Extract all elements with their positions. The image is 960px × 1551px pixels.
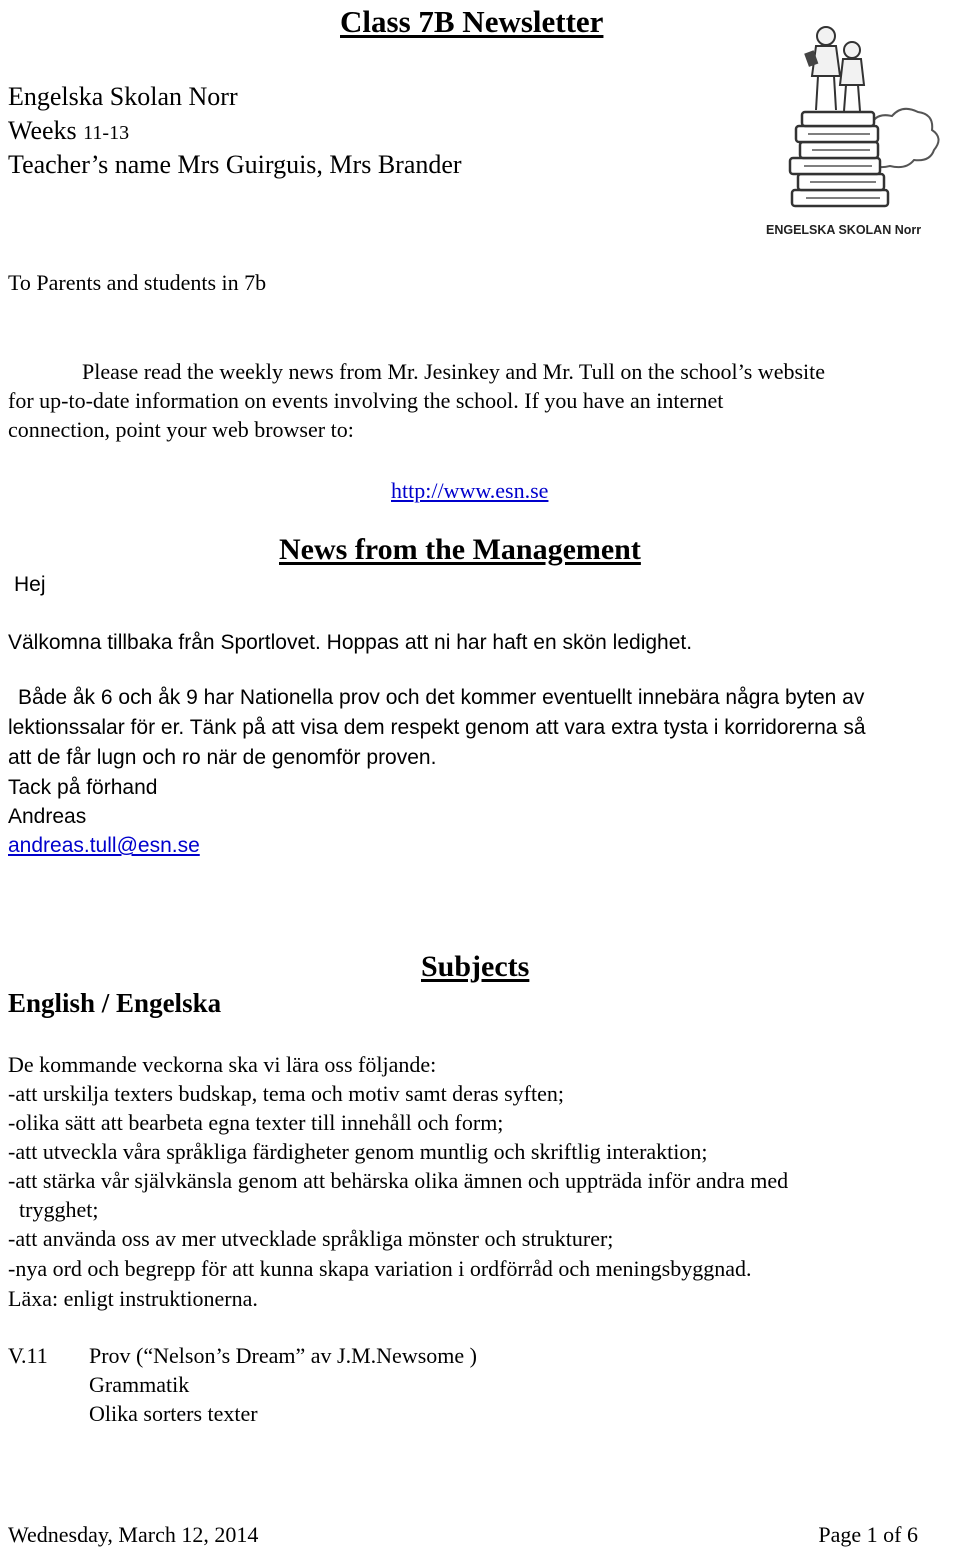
intro-line-2: for up-to-date information on events involving the school. If you have an internet <box>8 388 724 413</box>
greeting: Hej <box>14 573 46 596</box>
school-website-link[interactable]: http://www.esn.se <box>391 478 549 503</box>
subjects-heading: Subjects <box>421 950 530 983</box>
weeks-label: Weeks <box>8 116 77 145</box>
newsletter-title: Class 7B Newsletter <box>340 4 604 39</box>
footer-date: Wednesday, March 12, 2014 <box>8 1522 259 1547</box>
management-para-line-1: Både åk 6 och åk 9 har Nationella prov och det kommer eventuellt innebära några byten av <box>18 686 865 709</box>
schedule-item-2: Grammatik <box>89 1372 190 1397</box>
management-para-line-3: att de får lugn och ro när de genomför proven. <box>8 746 437 769</box>
subjects-line-7: -att använda oss av mer utvecklade språkliga mönster och strukturer; <box>8 1226 614 1251</box>
management-para-line-2: lektionssalar för er. Tänk på att visa dem respekt genom att vara extra tysta i korridorerna så <box>8 716 866 739</box>
schedule-week: V.11 <box>8 1343 48 1368</box>
subjects-line-5: -att stärka vår självkänsla genom att behärska olika ämnen och uppträda inför andra med <box>8 1168 789 1193</box>
subjects-line-1: De kommande veckorna ska vi lära oss följande: <box>8 1052 437 1077</box>
footer-page-number: Page 1 of 6 <box>818 1522 918 1547</box>
subjects-line-6: trygghet; <box>8 1197 99 1222</box>
schedule-item-1: Prov (“Nelson’s Dream” av J.M.Newsome ) <box>89 1343 477 1368</box>
school-logo <box>740 0 960 250</box>
welcome-line: Välkomna tillbaka från Sportlovet. Hoppas att ni har haft en skön ledighet. <box>8 631 693 654</box>
subjects-line-3: -olika sätt att bearbeta egna texter till innehåll och form; <box>8 1110 504 1135</box>
intro-line-1: Please read the weekly news from Mr. Jesinkey and Mr. Tull on the school’s website <box>82 359 826 384</box>
homework-line: Läxa: enligt instruktionerna. <box>8 1286 258 1311</box>
english-heading: English / Engelska <box>8 988 222 1018</box>
teacher-line: Teacher’s name Mrs Guirguis, Mrs Brander <box>8 150 462 179</box>
subjects-line-8: -nya ord och begrepp för att kunna skapa variation i ordförråd och meningsbyggnad. <box>8 1256 752 1281</box>
email-link[interactable]: andreas.tull@esn.se <box>8 834 200 857</box>
logo-text: ENGELSKA SKOLAN Norr <box>766 223 922 237</box>
weeks-value: 11-13 <box>83 122 130 144</box>
thanks-line: Tack på förhand <box>8 776 158 799</box>
subjects-line-2: -att urskilja texters budskap, tema och motiv samt deras syften; <box>8 1081 564 1106</box>
books-logo-icon <box>740 0 960 250</box>
schedule-item-3: Olika sorters texter <box>89 1401 258 1426</box>
weeks-line <box>8 116 129 146</box>
management-heading: News from the Management <box>279 533 641 566</box>
subjects-line-4: -att utveckla våra språkliga färdigheter genom muntlig och skriftlig interaktion; <box>8 1139 708 1164</box>
school-name: Engelska Skolan Norr <box>8 82 238 111</box>
intro-line-3: connection, point your web browser to: <box>8 417 354 442</box>
to-parents-line: To Parents and students in 7b <box>8 270 267 295</box>
signature: Andreas <box>8 805 87 828</box>
